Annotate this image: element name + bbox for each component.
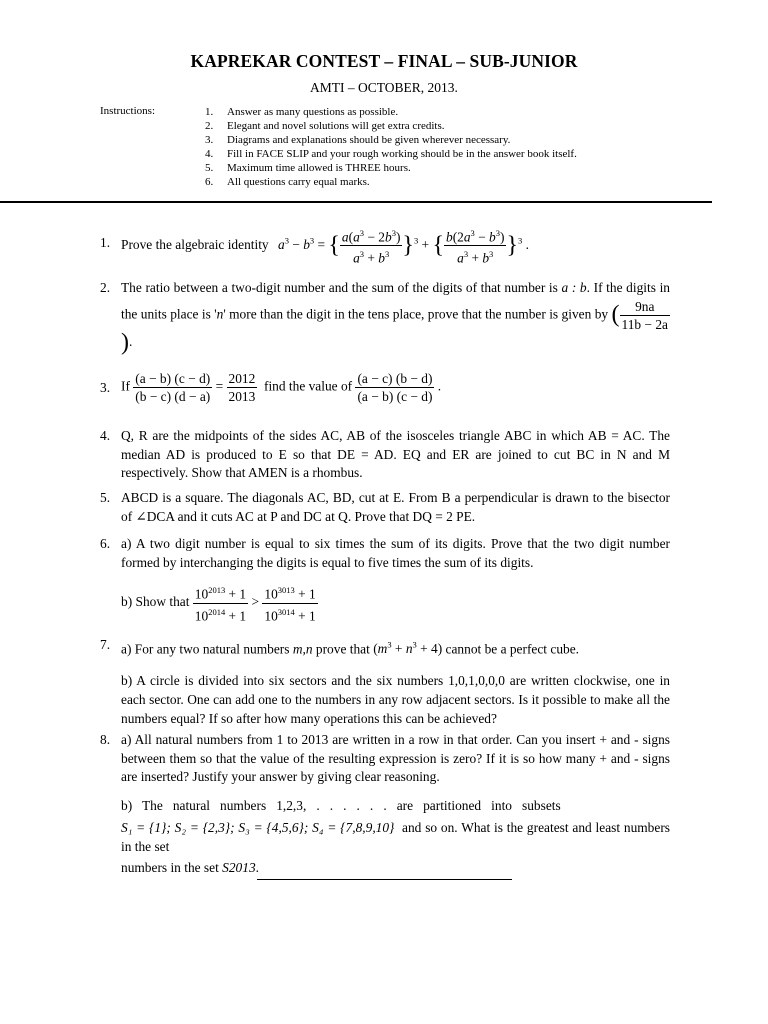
question-6: 6. a) A two digit number is equal to six times the sum of its digits. Prove that the two digit number formed by interchanging the digits is equal to five times the sum of its digits. b) Show that $\frac{10^{2013} + 1}{10^{2014} + 1}$ > $\frac{10^{3013} + 1}{10^{3014} + 1}$ — [100, 536, 670, 624]
q3-target-fraction: $\frac{(a - c) (b - d)}{(a - b) (c - d)}$ — [357, 371, 433, 404]
q8-part-b-lead: b) The natural numbers 1,2,3, . . . . . . are partitioned into subsets — [121, 798, 561, 814]
q8-part-a: a) All natural numbers from 1 to 2013 are written in a row in that order. Can you insert + and - signs between them so that the value of the resulting expression is zero? If it is so how many + and - signs are inserted? Justify your answer by giving clear reasoning. — [121, 732, 670, 785]
q7-part-b: b) A circle is divided into six sectors and the six numbers 1,0,1,0,0,0 are written clockwise, one in each sector. One can add one to the numbers in any row adjacent sectors. Is it possible to make all the numbers equal? If so after how many operations this can be achieved? — [121, 673, 670, 726]
q1-identity: $a^3 - b^3$ = { $\frac{a(a^3 - 2b^3)}{a^3 + b^3}$ }$^3$ + { $\frac{b(2a^3 - b^3)}{a^3 + b^3}$ }$^3$ . — [277, 228, 529, 266]
question-8: 8. a) All natural numbers from 1 to 2013 are written in a row in that order. Can you insert + and - signs between them so that the value of the resulting expression is zero? If it is so how many + and - signs are inserted? Justify your answer by giving clear reasoning. b) The natural numbers 1,2,3, . . . . . . are partitioned into subsets S₁ = {1}; S₂ = {2,3}; S₃ = {4,5,6}; S₄ = {7,8,9,10} and so on. What is the greatest and least numbers in the set numbers in the set S2013. — [100, 732, 670, 876]
instruction-item: 4. Fill in FACE SLIP and your rough working should be in the answer book itself. — [205, 148, 577, 161]
question-5: 5. ABCD is a square. The diagonals AC, BD, cut at E. From B a perpendicular is drawn to the bisector of ∠DCA and it cuts AC at P and DC at Q. Prove that DQ = 2 PE. — [100, 490, 670, 524]
question-3: 3. If $\frac{(a - b) (c - d)}{(b - c) (d - a)}$ = $\frac{2012}{2013}$ find the value of $\frac{(a - c) (b - d)}{(a - b) (c - d)}$ . — [100, 371, 442, 404]
q2-fraction: ( $\frac{9na}{11b - 2a}$ ). — [121, 298, 668, 356]
q8-target-set: S2013 — [222, 860, 256, 876]
instruction-item: 3. Diagrams and explanations should be given wherever necessary. — [205, 134, 511, 147]
q6-part-a: a) A two digit number is equal to six times the sum of its digits. Prove that the two digit number formed by interchanging the digits is equal to five times the sum of its digits. — [121, 536, 670, 570]
q7-expression: $(m^3 + n^3 + 4)$ — [373, 640, 443, 657]
instruction-item: 5. Maximum time allowed is THREE hours. — [205, 162, 411, 175]
page-subtitle: AMTI – OCTOBER, 2013. — [310, 80, 458, 95]
q1-lead: Prove the algebraic identity — [121, 237, 269, 253]
q3-lhs-fraction: $\frac{(a - b) (c - d)}{(b - c) (d - a)}$ — [135, 371, 211, 404]
q3-rhs-fraction: $\frac{2012}{2013}$ — [228, 371, 256, 404]
page-title: KAPREKAR CONTEST – FINAL – SUB-JUNIOR — [190, 51, 578, 71]
q6-part-b: b) Show that — [121, 594, 190, 610]
q6-inequality: $\frac{10^{2013} + 1}{10^{2014} + 1}$ > $\frac{10^{3013} + 1}{10^{3014} + 1}$ — [194, 585, 316, 624]
end-divider — [257, 879, 512, 880]
instructions-list — [205, 105, 577, 190]
question-7: 7. a) For any two natural numbers m,n prove that $(m^3 + n^3 + 4)$ cannot be a perfect cube. b) A circle is divided into six sectors and the six numbers 1,0,1,0,0,0 are written clockwise, one in each sector. One can add one to the numbers in any row adjacent sectors. Is it possible to make all the numbers equal? If so after how many operations this can be achieved? — [100, 636, 670, 728]
instructions-label: Instructions: — [100, 105, 155, 117]
question-4: 4. Q, R are the midpoints of the sides AC, AB of the isosceles triangle ABC in which AB = AC. The median AD is produced to E so that DE = AD. EQ and ER are joined to cut BC in N and M respectively. Show that AMEN is a rhombus. — [100, 428, 670, 481]
header-divider — [0, 201, 712, 203]
instruction-item: 1. Answer as many questions as possible. — [205, 106, 399, 118]
q8-sets: S₁ = {1}; S₂ = {2,3}; S₃ = {4,5,6}; S₄ = {7,8,9,10} — [121, 819, 395, 835]
question-1: 1. Prove the algebraic identity $a^3 - b^3$ = { $\frac{a(a^3 - 2b^3)}{a^3 + b^3}$ }$^3$ + { $\frac{b(2a^3 - b^3)}{a^3 + b^3}$ }$^3$ . — [100, 228, 529, 266]
question-2: 2. The ratio between a two-digit number and the sum of the digits of that number is a : b. If the digits in the units place is 'n' more than the digit in the tens place, prove that the number is given by ( $\frac{9na}{11b - 2a}$ ). — [100, 280, 670, 356]
instruction-item: 6. All questions carry equal marks. — [205, 176, 370, 189]
instruction-item: 2. Elegant and novel solutions will get extra credits. — [205, 120, 445, 133]
